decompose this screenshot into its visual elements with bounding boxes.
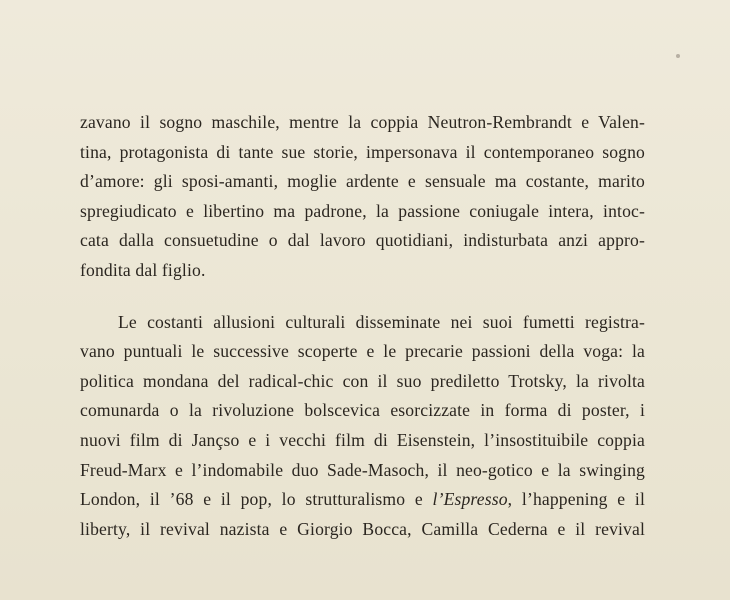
text-line <box>80 485 645 515</box>
text-line: vano puntuali le successive scoperte e le precarie passioni della voga: la <box>80 341 645 362</box>
paper-speck <box>676 54 680 58</box>
text-line: Le costanti allusioni culturali disseminate nei suoi fumetti registra- <box>118 311 645 332</box>
text-line: fondita dal figlio. <box>80 259 206 280</box>
text-line: comunarda o la rivoluzione bolscevica esorcizzate in forma di poster, i <box>80 400 645 421</box>
text-line: Freud-Marx e l’indomabile duo Sade-Masoch, il neo-gotico e la swinging <box>80 459 645 480</box>
text-line: spregiudicato e libertino ma padrone, la passione coniugale intera, intoc- <box>80 200 645 221</box>
text-line: nuovi film di Jançso e i vecchi film di Eisenstein, l’insostituibile coppia <box>80 429 645 450</box>
text-line: politica mondana del radical-chic con il suo prediletto Trotsky, la rivolta <box>80 370 645 391</box>
magazine-title: l’Espresso <box>432 489 508 510</box>
text-run: London, il ’68 e il pop, lo strutturalismo e <box>80 489 433 510</box>
text-line: zavano il sogno maschile, mentre la coppia Neutron-Rembrandt e Valen- <box>80 112 645 132</box>
paragraph-2 <box>80 308 645 545</box>
text-line: tina, protagonista di tante sue storie, impersonava il contemporaneo sogno <box>80 141 645 162</box>
text-line: d’amore: gli sposi-amanti, moglie ardente e sensuale ma costante, marito <box>80 171 645 192</box>
body-text <box>80 108 645 544</box>
text-line: liberty, il revival nazista e Giorgio Bocca, Camilla Cederna e il revival <box>80 518 645 539</box>
paragraph-1 <box>80 108 645 286</box>
text-run: , l’happening e il <box>507 489 645 510</box>
text-line: cata dalla consuetudine o dal lavoro quotidiani, indisturbata anzi appro- <box>80 230 645 251</box>
